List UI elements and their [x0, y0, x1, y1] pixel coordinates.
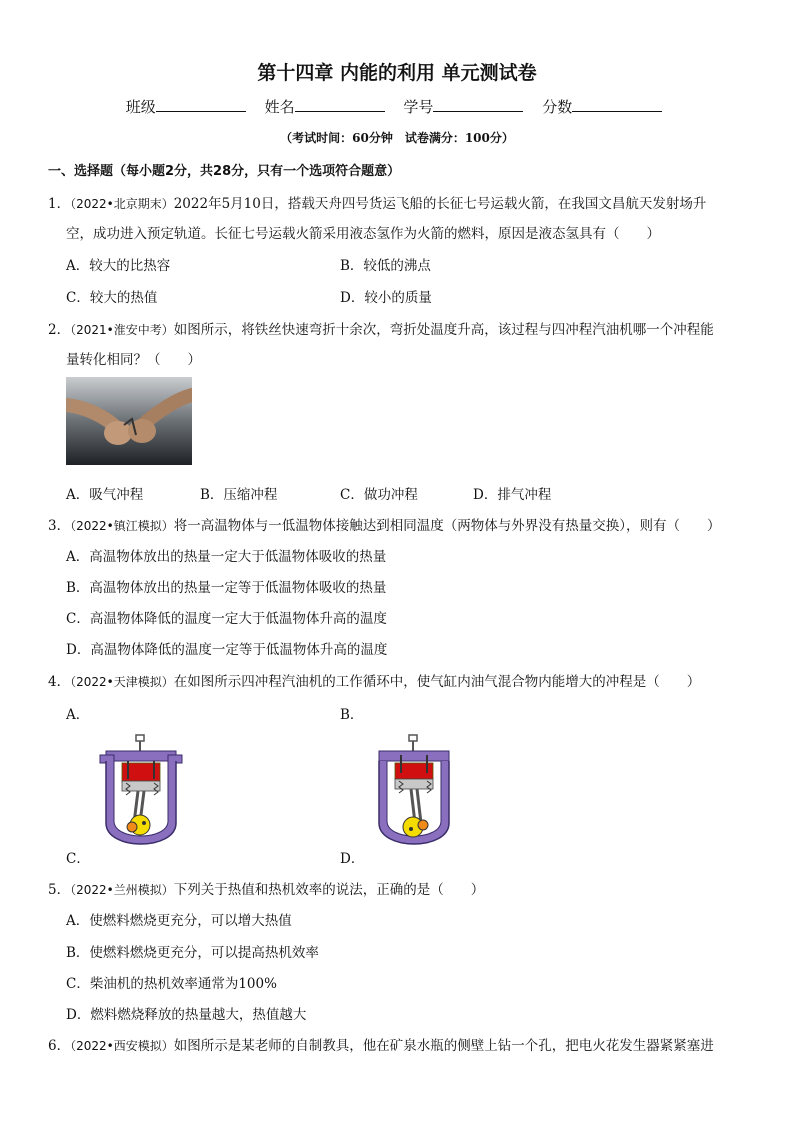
question-text: 在如图所示四冲程汽油机的工作循环中，使气缸内油气混合物内能增大的冲程是（ ）	[173, 674, 701, 690]
question-4	[48, 670, 700, 690]
question-1-line2: 空，成功进入预定轨道。长征七号运载火箭采用液态氢作为火箭的燃料，原因是液态氢具有（ ）	[66, 226, 660, 242]
name-label: 姓名	[264, 98, 295, 116]
q4-option-a[interactable]: A．	[66, 707, 90, 723]
question-text: 下列关于热值和热机效率的说法，正确的是（ ）	[173, 882, 485, 898]
q1-option-c[interactable]: C．较大的热值	[66, 290, 158, 306]
q3-option-b[interactable]: B．高温物体放出的热量一定等于低温物体吸收的热量	[66, 580, 387, 596]
engine-diagram-d	[365, 733, 465, 863]
engine-diagram-c	[92, 733, 192, 863]
question-number: 3．	[48, 518, 71, 534]
question-6	[48, 1034, 714, 1054]
question-text: 如图所示是某老师的自制教具，他在矿泉水瓶的侧壁上钻一个孔，把电火花发生器紧紧塞进	[173, 1038, 714, 1054]
question-source: （2022•西安模拟）	[70, 1039, 174, 1053]
q5-option-c[interactable]: C．柴油机的热机效率通常为100%	[66, 976, 277, 992]
q4-option-d[interactable]: D．	[340, 851, 365, 867]
question-source: （2022•镇江模拟）	[70, 519, 174, 533]
question-text: 2022年5月10日，搭载天舟四号货运飞船的长征七号运载火箭，在我国文昌航天发射场升	[173, 196, 707, 212]
q3-option-c[interactable]: C．高温物体降低的温度一定大于低温物体升高的温度	[66, 611, 387, 627]
q4-option-c[interactable]: C．	[66, 851, 90, 867]
score-label: 分数	[542, 98, 573, 116]
score-blank[interactable]	[572, 97, 662, 112]
class-blank[interactable]	[156, 97, 246, 112]
question-text: 如图所示，将铁丝快速弯折十余次，弯折处温度升高，该过程与四冲程汽油机哪一个冲程能	[173, 322, 714, 338]
q3-option-d[interactable]: D．高温物体降低的温度一定等于低温物体升高的温度	[66, 642, 388, 658]
q1-option-b[interactable]: B．较低的沸点	[340, 258, 431, 274]
q5-option-d[interactable]: D．燃料燃烧释放的热量越大，热值越大	[66, 1007, 307, 1023]
class-label: 班级	[125, 98, 156, 116]
section-heading: 一、选择题（每小题2分，共28分，只有一个选项符合题意）	[48, 164, 401, 179]
q4-option-b[interactable]: B．	[340, 707, 364, 723]
question-source: （2022•兰州模拟）	[70, 883, 174, 897]
question-5	[48, 878, 484, 898]
student-info-line	[0, 96, 794, 117]
exam-info: （考试时间：60分钟 试卷满分：100分）	[280, 131, 514, 145]
id-blank[interactable]	[433, 97, 523, 112]
question-number: 5．	[48, 882, 71, 898]
q5-option-b[interactable]: B．使燃料燃烧更充分，可以提高热机效率	[66, 945, 319, 961]
q2-option-a[interactable]: A．吸气冲程	[66, 487, 144, 503]
page-title: 第十四章 内能的利用 单元测试卷	[257, 62, 537, 84]
q3-option-a[interactable]: A．高温物体放出的热量一定大于低温物体吸收的热量	[66, 549, 387, 565]
q2-option-d[interactable]: D．排气冲程	[473, 487, 552, 503]
question-number: 6．	[48, 1038, 71, 1054]
q2-option-b[interactable]: B．压缩冲程	[200, 487, 278, 503]
question-source: （2022•北京期末）	[70, 197, 174, 211]
question-2	[48, 318, 714, 338]
question-3	[48, 514, 720, 534]
question-text: 将一高温物体与一低温物体接触达到相同温度（两物体与外界没有热量交换），则有（ ）	[173, 518, 721, 534]
question-number: 2．	[48, 322, 71, 338]
question-1	[48, 192, 706, 212]
question-number: 4．	[48, 674, 71, 690]
question-number: 1．	[48, 196, 71, 212]
q1-option-d[interactable]: D．较小的质量	[340, 290, 432, 306]
id-label: 学号	[403, 98, 434, 116]
question-source: （2022•天津模拟）	[70, 675, 174, 689]
q1-option-a[interactable]: A．较大的比热容	[66, 258, 171, 274]
name-blank[interactable]	[295, 97, 385, 112]
q2-option-c[interactable]: C．做功冲程	[340, 487, 418, 503]
question-source: （2021•淮安中考）	[70, 323, 174, 337]
bending-wire-photo	[66, 377, 192, 465]
q5-option-a[interactable]: A．使燃料燃烧更充分，可以增大热值	[66, 913, 292, 929]
question-2-line2: 量转化相同？（ ）	[66, 352, 201, 368]
